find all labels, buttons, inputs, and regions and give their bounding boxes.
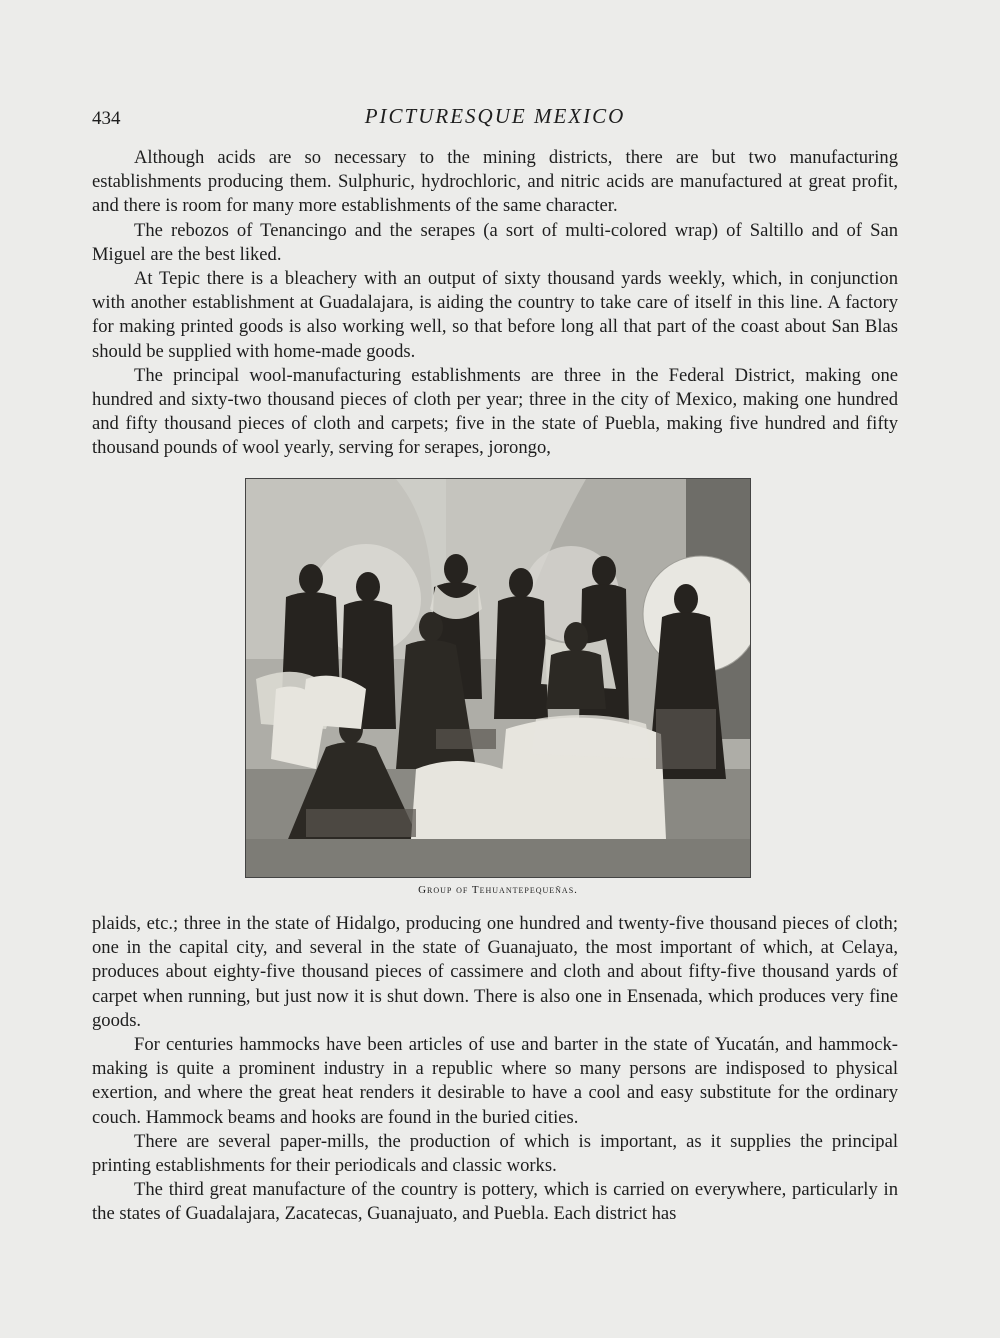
page-number: 434 [92, 108, 121, 129]
paragraph: At Tepic there is a bleachery with an output of sixty thousand yards weekly, which, in conjunction with another establishment at Guadalajara, is aiding the country to take care of itself in this line. A factory for making printed goods is also working well, so that before long all that part of the coast about San Blas should be supplied with home-made goods. [92, 268, 898, 362]
body-text-bottom [92, 912, 898, 1227]
paragraph: There are several paper-mills, the production of which is important, as it supplies the principal printing establishments for their periodicals and classic works. [92, 1130, 898, 1177]
paragraph: The third great manufacture of the country is pottery, which is carried on everywhere, particularly in the states of Guadalajara, Zacatecas, Guanajuato, and Puebla. Each district has [92, 1179, 898, 1225]
running-head [92, 104, 898, 140]
running-title: PICTURESQUE MEXICO [364, 104, 626, 128]
paragraph: For centuries hammocks have been articles of use and barter in the state of Yucatán, and hammock-making is quite a prominent industry in a republic where so many persons are indisposed to physical exertion, and where the great heat renders it desirable to have a cool and easy substitute for the ordinary couch. Hammock beams and hooks are found in the buried cities. [92, 1034, 898, 1128]
photograph-group-of-women [245, 478, 751, 878]
figure-caption: Group of Tehuantepequeñas. [418, 884, 578, 896]
body-text-top [92, 146, 898, 461]
paragraph: plaids, etc.; three in the state of Hidalgo, producing one hundred and twenty-five thousand pieces of cloth; one in the capital city, and several in the state of Guanajuato, the most important of which, at Celaya, produces about eighty-five thousand pieces of cassimere and cloth and about fifty-five thousand yards of carpet when running, but just now it is shut down. There is also one in Ensenada, which produces very fine goods. [92, 913, 898, 1031]
paragraph: Although acids are so necessary to the mining districts, there are but two manufacturing establishments producing them. Sulphuric, hydrochloric, and nitric acids are manufactured at great profit, and there is room for many more establishments of the same character. [92, 147, 898, 217]
paragraph: The rebozos of Tenancingo and the serapes (a sort of multi-colored wrap) of Saltillo and of San Miguel are the best liked. [92, 219, 898, 265]
paragraph: The principal wool-manufacturing establishments are three in the Federal District, making one hundred and sixty-two thousand pieces of cloth per year; three in the city of Mexico, making one hundred and fifty thousand pieces of cloth and carpets; five in the state of Puebla, making five hundred and fifty thousand pounds of wool yearly, serving for serapes, jorongo, [92, 364, 898, 459]
